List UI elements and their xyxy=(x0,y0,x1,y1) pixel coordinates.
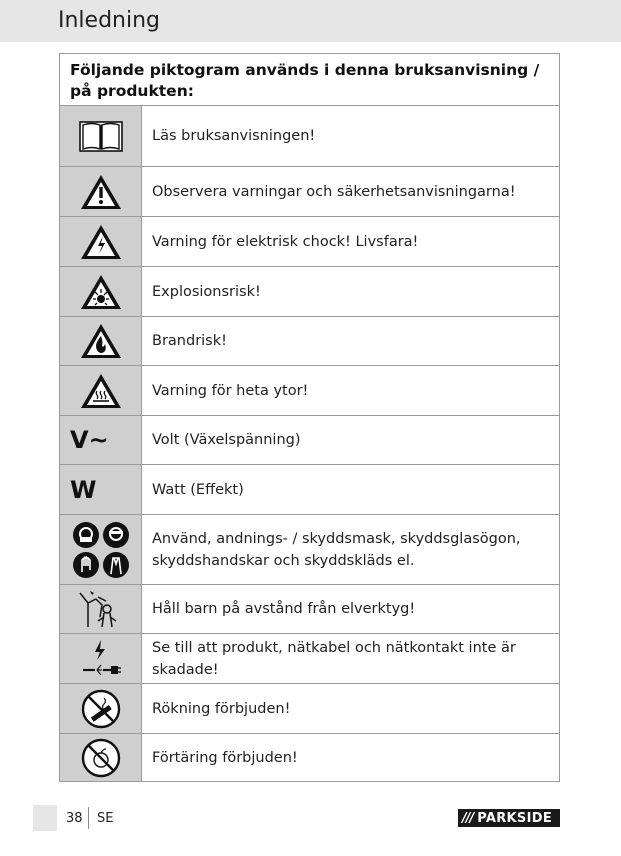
table-row xyxy=(60,733,559,781)
table-row xyxy=(60,316,559,365)
hot-surface-warning-icon xyxy=(60,366,142,415)
pictogram-table xyxy=(59,53,560,782)
table-row xyxy=(60,266,559,316)
table-row xyxy=(60,633,559,683)
volt-ac-label: V~ xyxy=(70,426,109,454)
table-row xyxy=(60,106,559,166)
keep-children-away-icon xyxy=(60,585,142,633)
row-text: Observera varningar och säkerhetsanvisningarna! xyxy=(152,183,516,200)
table-row xyxy=(60,683,559,733)
logo-brand: PARKSIDE xyxy=(477,810,553,826)
row-text: Se till att produkt, nätkabel och nätkontakt inte är skadade! xyxy=(152,639,516,678)
table-row xyxy=(60,365,559,415)
row-text: Brandrisk! xyxy=(152,333,227,349)
logo-slashes: /// xyxy=(462,810,474,826)
row-text: Varning för heta ytor! xyxy=(152,382,309,399)
table-row xyxy=(60,415,559,464)
row-text: Använd, andnings- / skyddsmask, skyddsglasögon, skyddshandskar och skyddskläds el. xyxy=(152,530,521,569)
volt-ac-symbol xyxy=(60,416,142,464)
damaged-cable-icon xyxy=(60,634,142,683)
page-header xyxy=(0,0,621,42)
protective-equipment-icon xyxy=(60,515,142,584)
language-code: SE xyxy=(97,811,114,826)
row-text: Håll barn på avstånd från elverktyg! xyxy=(152,601,416,617)
page-marker xyxy=(33,805,57,831)
manual-book-icon xyxy=(60,106,142,166)
warning-exclamation-icon xyxy=(60,167,142,216)
row-text: Förtäring förbjuden! xyxy=(152,749,298,766)
table-heading: Följande piktogram används i denna bruksanvisning / på produkten: xyxy=(60,54,559,106)
row-text: Volt (Växelspänning) xyxy=(152,432,301,448)
no-eating-icon xyxy=(60,734,142,781)
page-number: 38 xyxy=(66,811,83,826)
row-text: Läs bruksanvisningen! xyxy=(152,128,316,144)
footer-divider xyxy=(88,807,89,829)
explosion-warning-icon xyxy=(60,267,142,316)
table-row xyxy=(60,514,559,584)
table-row xyxy=(60,216,559,266)
page-footer xyxy=(0,805,621,835)
table-row xyxy=(60,166,559,216)
row-text: Explosionsrisk! xyxy=(152,283,261,300)
watt-label: W xyxy=(70,475,97,504)
table-row xyxy=(60,584,559,633)
electric-shock-warning-icon xyxy=(60,217,142,266)
row-text: Rökning förbjuden! xyxy=(152,700,291,717)
parkside-logo xyxy=(458,809,560,827)
table-row xyxy=(60,464,559,514)
row-text: Varning för elektrisk chock! Livsfara! xyxy=(152,233,419,250)
fire-warning-icon xyxy=(60,317,142,365)
no-smoking-icon xyxy=(60,684,142,733)
watt-symbol xyxy=(60,465,142,514)
row-text: Watt (Effekt) xyxy=(152,481,244,498)
page-title: Inledning xyxy=(58,8,161,33)
